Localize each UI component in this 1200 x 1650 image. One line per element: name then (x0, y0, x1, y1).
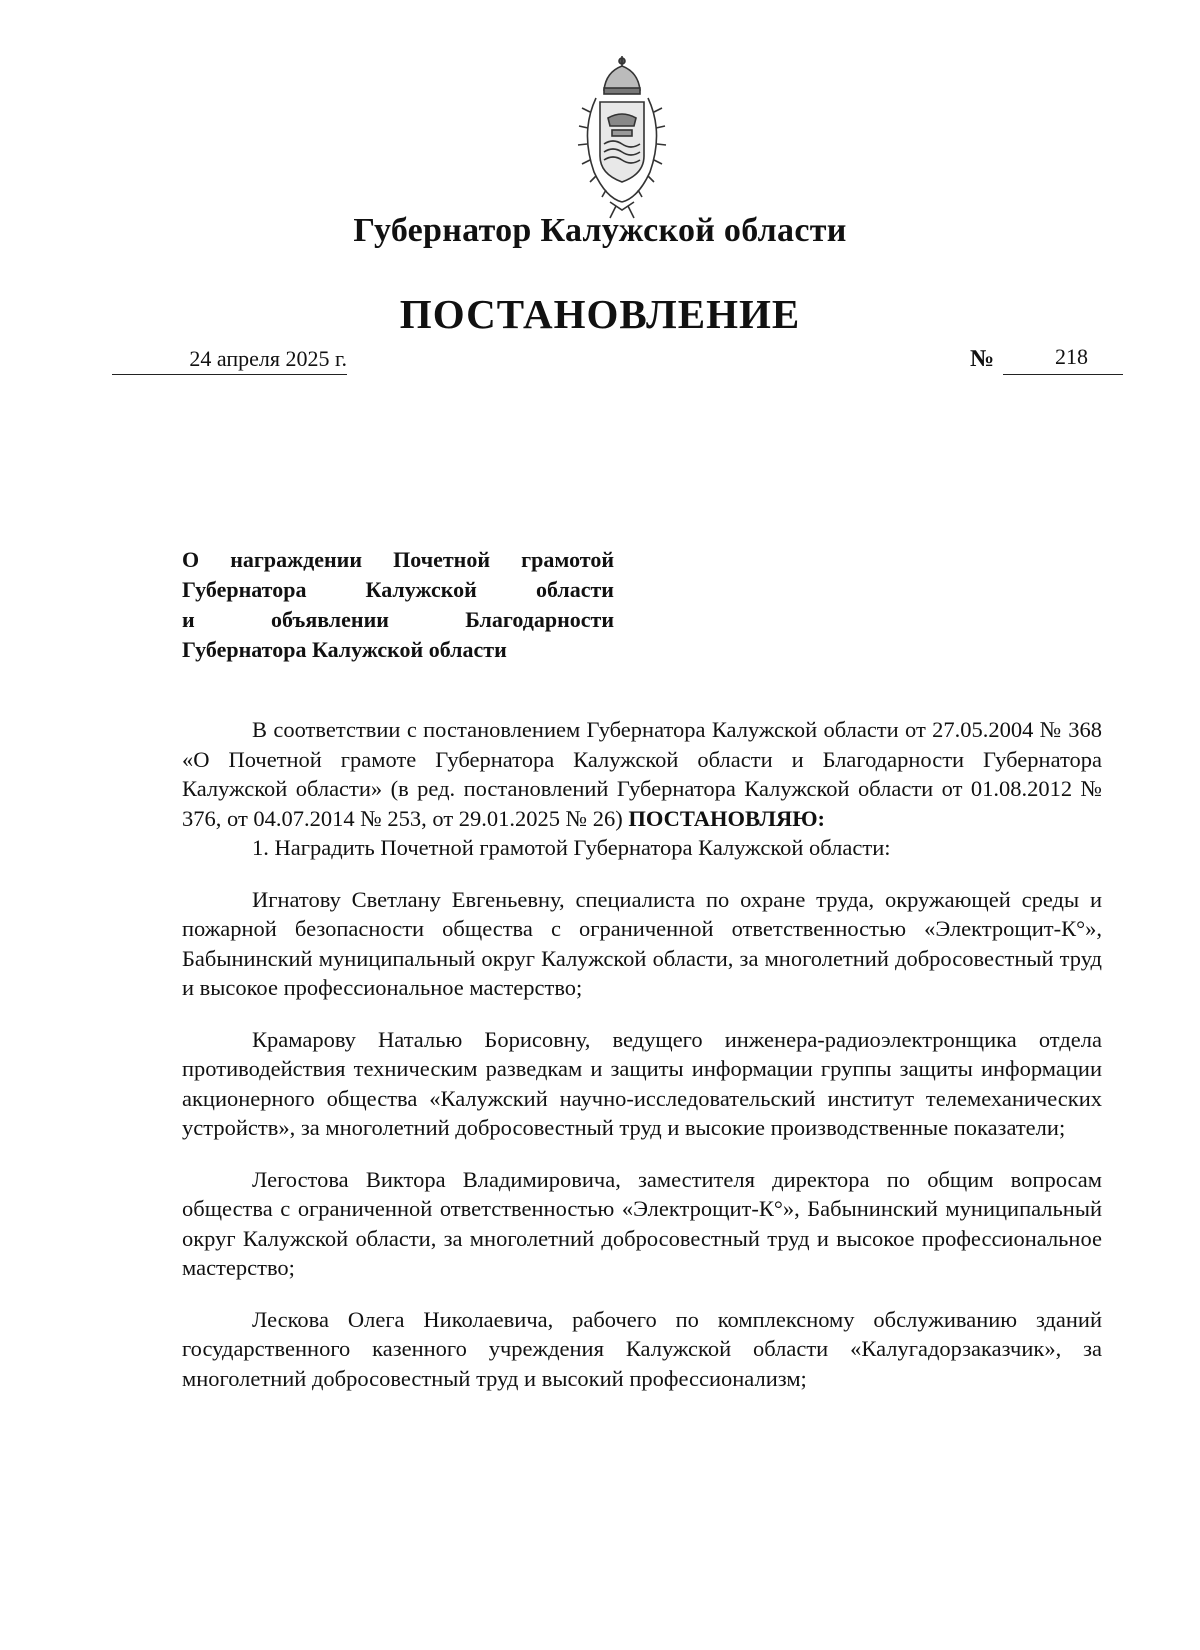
subject-line: и объявлении Благодарности (182, 607, 614, 632)
document-number: 218 (1055, 344, 1088, 369)
awardee-paragraph: Легостова Виктора Владимировича, заместителя директора по общим вопросам общества с ограниченной ответственностью «Электрощит-К°», Бабынинский муниципальный округ Калужской области, за многолетний добросовестный труд и высокое профессиональное мастерство; (182, 1166, 1102, 1280)
document-date: 24 апреля 2025 г. (189, 346, 347, 371)
number-label: № (970, 346, 995, 372)
item-1: 1. Наградить Почетной грамотой Губернатора Калужской области: (252, 835, 891, 860)
subject-line: Губернатора Калужской области (182, 577, 614, 602)
preamble-paragraph (182, 715, 1102, 833)
coat-of-arms-icon (566, 52, 678, 224)
awardee-paragraph: Лескова Олега Николаевича, рабочего по комплексному обслуживанию зданий государственного казенного учреждения Калужской области «Калугадорзаказчик», за многолетний добросовестный труд и высокий профессионализм; (182, 1306, 1102, 1391)
awardee-paragraph: Крамарову Наталью Борисовну, ведущего инженера-радиоэлектронщика отдела противодействия техническим разведкам и защиты информации группы защиты информации акционерного общества «Калужский научно-исследовательский институт телемеханических устройств», за многолетний добросовестный труд и высокие производственные показатели; (182, 1026, 1102, 1140)
document-body (182, 715, 1102, 1393)
document-number-field (1003, 344, 1123, 375)
subject-line: Губернатора Калужской области (182, 637, 507, 662)
document-date-field (112, 344, 347, 375)
issuing-authority: Губернатор Калужской области (353, 212, 847, 249)
document-subject (182, 545, 614, 665)
awardee-paragraph: Игнатову Светлану Евгеньевну, специалиста по охране труда, окружающей среды и пожарной безопасности общества с ограниченной ответственностью «Электрощит-К°», Бабынинский муниципальный округ Калужской области, за многолетний добросовестный труд и высокое профессиональное мастерство; (182, 886, 1102, 1000)
document-type-title: ПОСТАНОВЛЕНИЕ (399, 291, 801, 337)
subject-line: О награждении Почетной грамотой (182, 547, 614, 572)
decree-word: ПОСТАНОВЛЯЮ: (628, 805, 826, 831)
preamble-text: В соответствии с постановлением Губернатора Калужской области от 27.05.2004 № 368 «О Почетной грамоте Губернатора Калужской области и Благодарности Губернатора Калужской области» (в ред. постановлений Губернатора Калужской области от 01.08.2012 № 376, от 04.07.2014 № 253, от 29.01.2025 № 26) (182, 717, 1102, 831)
